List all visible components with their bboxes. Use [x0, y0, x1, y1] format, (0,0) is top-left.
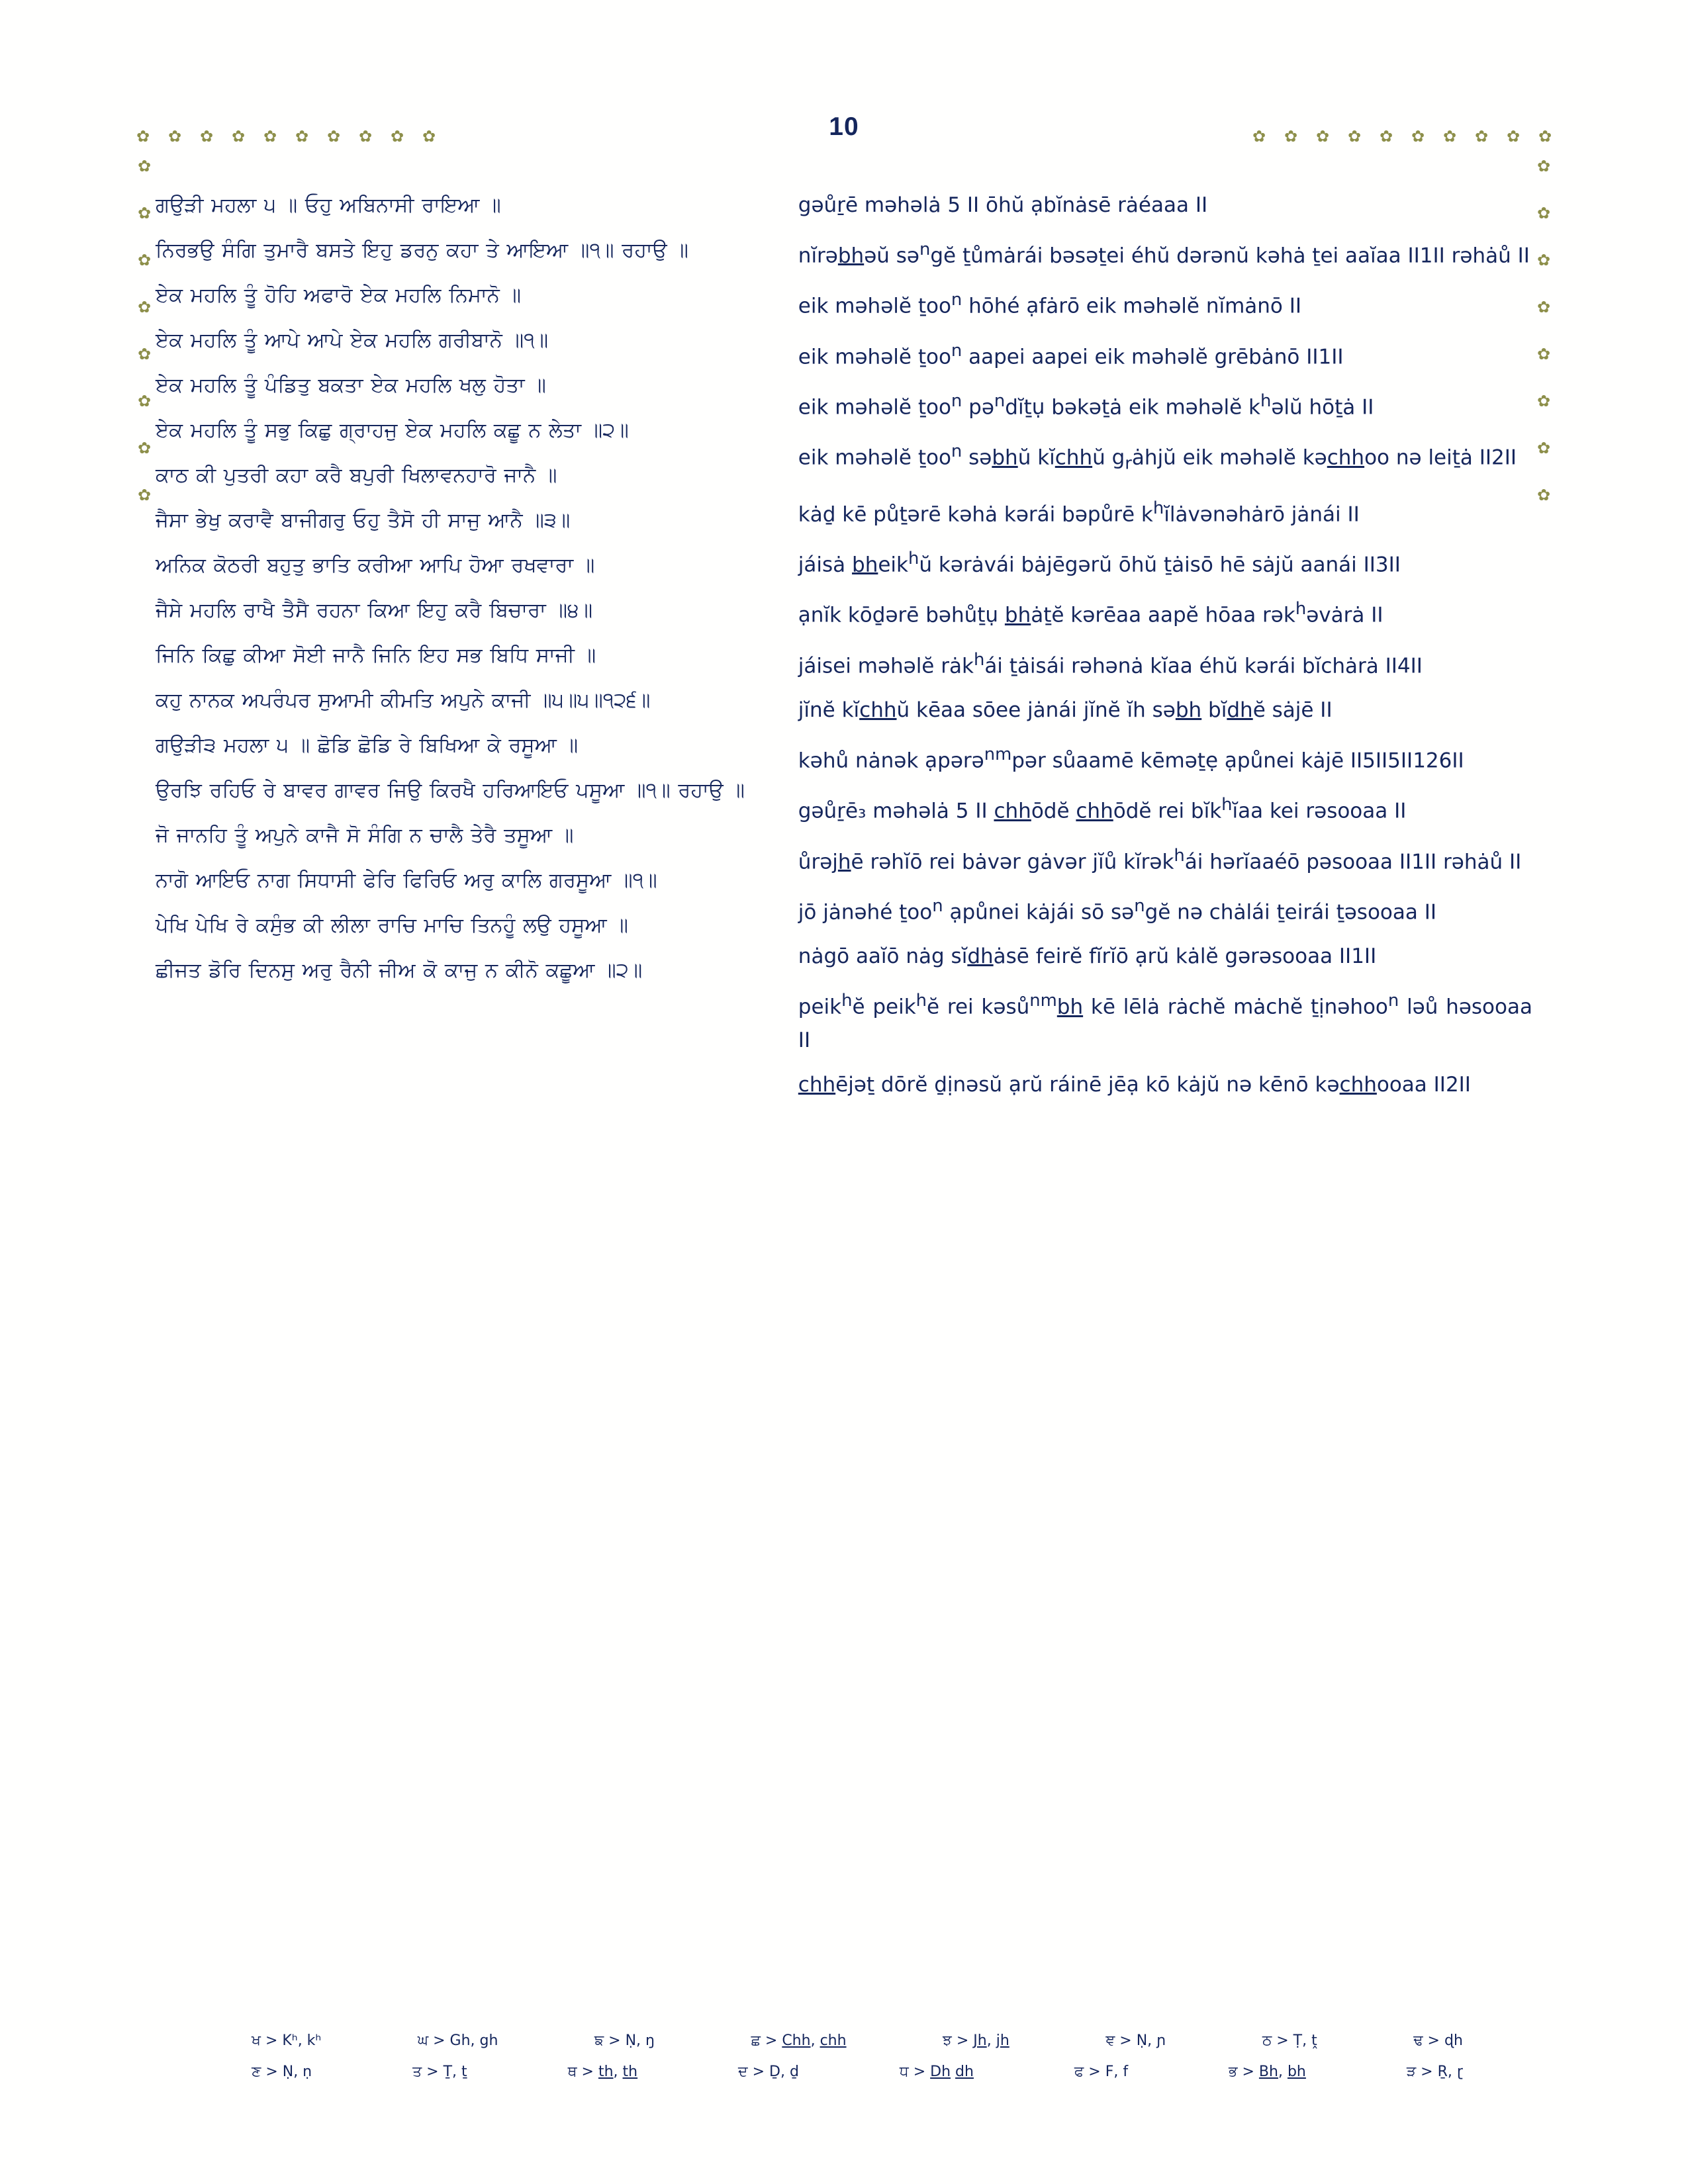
flower-icon: ✿ [1536, 439, 1551, 457]
gurmukhi-line: ਅਨਿਕ ਕੋਠਰੀ ਬਹੁਤੁ ਭਾਤਿ ਕਰੀਆ ਆਪਿ ਹੋਆ ਰਖਵਾਰਾ ॥ [156, 554, 595, 577]
flower-icon: ✿ [137, 298, 152, 316]
gurmukhi-line: ਜੈਸਾ ਭੇਖੁ ਕਰਾਵੈ ਬਾਜੀਗਰੁ ਓਹੁ ਤੈਸੋ ਹੀ ਸਾਜੁ ਆਨੈ ॥੩॥ [156, 509, 571, 532]
transliteration-line: jō jȧnəhé ṯoo$^n$ ạpůnei kȧjái sō sə$^n$gĕ nə chȧlái ṯeirái ṯəsooaa II [798, 896, 1437, 925]
transliteration-line: jĭnĕ kĭchhŭ kēaa sōee jȧnái jĭnĕ ĭh səbh bĭdhĕ sȧjē II [798, 698, 1333, 723]
flower-icon: ✿ [137, 486, 152, 504]
transliteration-line: jáisei məhəlĕ rȧk$^h$ái ṯȧisái rəhənȧ kĭaa éhŭ kərái bĭchȧrȧ II4II [798, 649, 1423, 678]
flower-icon: ✿ [358, 127, 373, 146]
transliteration-line: gəůṟē məhəlȧ 5 II ōhŭ ạbĭnȧsē rȧéaaa II [798, 193, 1208, 217]
pronunciation-key-item: ਧ > Dh dh [899, 2064, 974, 2080]
gurmukhi-line: ਉਰਝਿ ਰਹਿਓ ਰੇ ਬਾਵਰ ਗਾਵਰ ਜਿਉ ਕਿਰਖੈ ਹਰਿਆਇਓ ਪਸੂਆ ॥੧॥ ਰਹਾਉ ॥ [156, 779, 745, 802]
pronunciation-key [252, 2032, 1463, 2095]
transliteration-line: nĭrəbhəŭ sə$^n$gĕ ṯůmȧrái bəsəṯei éhŭ dərənŭ kəhȧ ṯei aaĭaa II1II rəhȧů II [798, 240, 1530, 268]
page-number: 10 [829, 113, 859, 141]
flower-icon: ✿ [1536, 392, 1551, 410]
flower-icon: ✿ [137, 157, 152, 175]
flower-icon: ✿ [1536, 251, 1551, 269]
flower-icon: ✿ [1536, 486, 1551, 504]
gurmukhi-line: ਗਉੜੀ੩ ਮਹਲਾ ੫ ॥ ਛੋਡਿ ਛੋਡਿ ਰੇ ਬਿਖਿਆ ਕੇ ਰਸੂਆ ॥ [156, 734, 579, 757]
transliteration-line: kəhů nȧnək ạpərə$^{nm}$pər sůaamē kēməṯẹ ạpůnei kȧjē II5II5II126II [798, 745, 1464, 773]
flower-icon: ✿ [263, 127, 277, 146]
transliteration-line: eik məhəlĕ ṯoo$^n$ hōhé ạfȧrō eik məhəlĕ nĭmȧnō II [798, 290, 1302, 318]
transliteration-line: nȧgō aaĭō nȧg sĭdhȧsē feirĕ fĭrĭō ạrŭ kȧlĕ gərəsooaa II1II [798, 944, 1377, 969]
border-ornament-top-left [136, 129, 436, 144]
flower-icon: ✿ [137, 345, 152, 363]
transliteration-line: ạnĭk kōḏərē bəhůṯụ bhȧṯĕ kərēaa aapĕ hōaa rək$^h$əvȧrȧ II [798, 599, 1383, 627]
transliteration-line: peik$^h$ĕ peik$^h$ĕ rei kəsů$^{nm}$bh kē lēlȧ rȧchĕ mȧchĕ ṯịnəhoo$^n$ ləů həsooaa II [798, 991, 1532, 1052]
flower-icon: ✿ [326, 127, 341, 146]
gurmukhi-line: ਜੋ ਜਾਨਹਿ ਤੂੰ ਅਪੁਨੇ ਕਾਜੈ ਸੋ ਸੰਗਿ ਨ ਚਾਲੈ ਤੇਰੈ ਤਸੂਆ ॥ [156, 824, 574, 847]
gurmukhi-line: ਨਾਗੋ ਆਇਓ ਨਾਗ ਸਿਧਾਸੀ ਫੇਰਿ ਫਿਰਿਓ ਅਰੁ ਕਾਲਿ ਗਰਸੂਆ ॥੧॥ [156, 869, 657, 892]
pronunciation-key-item: ਥ > th, th [567, 2064, 638, 2080]
gurmukhi-line: ਜਿਨਿ ਕਿਛੁ ਕੀਆ ਸੋਈ ਜਾਨੈ ਜਿਨਿ ਇਹ ਸਭ ਬਿਧਿ ਸਾਜੀ ॥ [156, 644, 596, 667]
pronunciation-key-item: ਤ > Ṯ, ṯ [412, 2064, 467, 2080]
flower-icon: ✿ [137, 439, 152, 457]
flower-icon: ✿ [1506, 127, 1521, 146]
text-columns [156, 189, 1532, 1113]
gurmukhi-line: ਏਕ ਮਹਲਿ ਤੂੰ ਹੋਹਿ ਅਫਾਰੋ ਏਕ ਮਹਲਿ ਨਿਮਾਨੋ ॥ [156, 284, 522, 307]
flower-icon: ✿ [1315, 127, 1330, 146]
flower-icon: ✿ [1474, 127, 1489, 146]
border-ornament-left [137, 159, 152, 502]
pronunciation-key-item: ੜ > Ṟ, ɽ [1406, 2064, 1463, 2080]
gurmukhi-line: ਨਿਰਭਉ ਸੰਗਿ ਤੁਮਾਰੈ ਬਸਤੇ ਇਹੁ ਡਰਨੁ ਕਹਾ ਤੇ ਆਇਆ ॥੧॥ ਰਹਾਉ ॥ [156, 239, 688, 262]
flower-icon: ✿ [1536, 157, 1551, 175]
transliteration-line: jáisȧ bheik$^h$ŭ kərȧvái bȧjēgərŭ ōhŭ ṯȧisō hē sȧjŭ aanái II3II [798, 549, 1401, 577]
gurmukhi-line: ਕਾਠ ਕੀ ਪੁਤਰੀ ਕਹਾ ਕਰੈ ਬਪੁਰੀ ਖਿਲਾਵਨਹਾਰੋ ਜਾਨੈ ॥ [156, 464, 557, 487]
pronunciation-key-item: ਫ > F, f [1074, 2064, 1129, 2080]
flower-icon: ✿ [295, 127, 309, 146]
flower-icon: ✿ [422, 127, 436, 146]
pronunciation-key-item: ਢ > ɖh [1413, 2032, 1463, 2049]
pronunciation-key-item: ਘ > Gh, gh [417, 2032, 498, 2049]
transliteration-column [789, 189, 1532, 1113]
transliteration-line: eik məhəlĕ ṯoo$^n$ pə$^n$dĭṯụ bəkəṯȧ eik məhəlĕ $k^həlŭ$ hōṯȧ II [798, 390, 1374, 420]
gurmukhi-line: ਗਉੜੀ ਮਹਲਾ ੫ ॥ ਓਹੁ ਅਬਿਨਾਸੀ ਰਾਇਆ ॥ [156, 194, 501, 217]
border-ornament-top-right [1252, 129, 1552, 144]
pronunciation-key-item: ਭ > Bh, bh [1229, 2064, 1306, 2080]
transliteration-line: eik məhəlĕ ṯoo$^n$ səbhŭ kĭchhŭ $g_rȧhjŭ$ eik məhəlĕ kəchhoo nə leiṯȧ II2II [798, 441, 1517, 474]
gurmukhi-line: ਪੇਖਿ ਪੇਖਿ ਰੇ ਕਸੁੰਭ ਕੀ ਲੀਲਾ ਰਾਚਿ ਮਾਚਿ ਤਿਨਹੂੰ ਲਉ ਹਸੂਆ ॥ [156, 914, 628, 937]
flower-icon: ✿ [1536, 345, 1551, 363]
pronunciation-key-item: ਝ > Jh, jh [943, 2032, 1009, 2049]
flower-icon: ✿ [199, 127, 214, 146]
flower-icon: ✿ [1379, 127, 1393, 146]
gurmukhi-line: ਛੀਜਤ ਡੋਰਿ ਦਿਨਸੁ ਅਰੁ ਰੈਨੀ ਜੀਅ ਕੋ ਕਾਜੁ ਨ ਕੀਨੋ ਕਛੂਆ ॥੨॥ [156, 959, 643, 982]
gurmukhi-line: ਕਹੁ ਨਾਨਕ ਅਪਰੰਪਰ ਸੁਆਮੀ ਕੀਮਤਿ ਅਪੁਨੇ ਕਾਜੀ ॥੫॥੫॥੧੨੬॥ [156, 689, 651, 712]
flower-icon: ✿ [1536, 204, 1551, 222]
gurmukhi-line: ਏਕ ਮਹਲਿ ਤੂੰ ਪੰਡਿਤੁ ਬਕਤਾ ਏਕ ਮਹਲਿ ਖਲੁ ਹੋਤਾ ॥ [156, 374, 546, 397]
pronunciation-key-item: ਞ > Ṇ, ɲ [1105, 2032, 1166, 2049]
gurmukhi-line: ਜੈਸੇ ਮਹਲਿ ਰਾਖੈ ਤੈਸੈ ਰਹਨਾ ਕਿਆ ਇਹੁ ਕਰੈ ਬਿਚਾਰਾ ॥੪॥ [156, 599, 593, 622]
flower-icon: ✿ [1538, 127, 1552, 146]
pronunciation-key-item: ਛ > Chh, chh [751, 2032, 847, 2049]
flower-icon: ✿ [137, 392, 152, 410]
pronunciation-key-item: ਙ > Ṇ, ŋ [594, 2032, 655, 2049]
border-ornament-right [1536, 159, 1551, 502]
flower-icon: ✿ [1442, 127, 1457, 146]
gurmukhi-line: ਏਕ ਮਹਲਿ ਤੂੰ ਆਪੇ ਆਪੇ ਏਕ ਮਹਲਿ ਗਰੀਬਾਨੋ ॥੧॥ [156, 329, 549, 352]
flower-icon: ✿ [137, 204, 152, 222]
flower-icon: ✿ [1347, 127, 1362, 146]
transliteration-line: chhējəṯ dōrĕ ḏịnəsŭ ạrŭ ráinē jēạ kō kȧjŭ nə kēnō kəchhooaa II2II [798, 1072, 1471, 1097]
pronunciation-key-item: ਠ > Ṭ, ṱ [1262, 2032, 1317, 2049]
flower-icon: ✿ [136, 127, 150, 146]
transliteration-line: kȧḏ kē půṯərē kəhȧ kərái bəpůrē $k^hĭlȧvənəhȧrō$ jȧnái II [798, 498, 1360, 527]
gurmukhi-line: ਏਕ ਮਹਲਿ ਤੂੰ ਸਭੁ ਕਿਛੁ ਗ੍ਰਾਹਜੁ ਏਕ ਮਹਲਿ ਕਛੂ ਨ ਲੇਤਾ ॥੨॥ [156, 419, 629, 442]
pronunciation-key-row-1 [252, 2032, 1463, 2049]
transliteration-line: ůrəjhē rəhĭō rei bȧvər gȧvər jĭů kĭrək$^h$ái hərĭaaéō pəsooaa II1II rəhȧů II [798, 845, 1522, 874]
transliteration-line: eik məhəlĕ ṯoo$^n$ aapei aapei eik məhəlĕ grēbȧnō II1II [798, 340, 1344, 369]
flower-icon: ✿ [1284, 127, 1298, 146]
flower-icon: ✿ [167, 127, 182, 146]
flower-icon: ✿ [231, 127, 246, 146]
pronunciation-key-item: ਦ > Ḏ, ḏ [738, 2064, 799, 2080]
pronunciation-key-row-2 [252, 2064, 1463, 2080]
pronunciation-key-item: ਣ > Ṇ, ṇ [252, 2064, 312, 2080]
flower-icon: ✿ [1411, 127, 1425, 146]
transliteration-line: gəůṟē₃ məhəlȧ 5 II chhōdĕ chhōdĕ rei bĭk$^h$ĭaa kei rəsooaa II [798, 795, 1407, 823]
gurmukhi-column [156, 189, 789, 1113]
flower-icon: ✿ [1252, 127, 1266, 146]
flower-icon: ✿ [1536, 298, 1551, 316]
pronunciation-key-item: ਖ > Kʰ, kʰ [252, 2032, 322, 2049]
flower-icon: ✿ [390, 127, 404, 146]
flower-icon: ✿ [137, 251, 152, 269]
